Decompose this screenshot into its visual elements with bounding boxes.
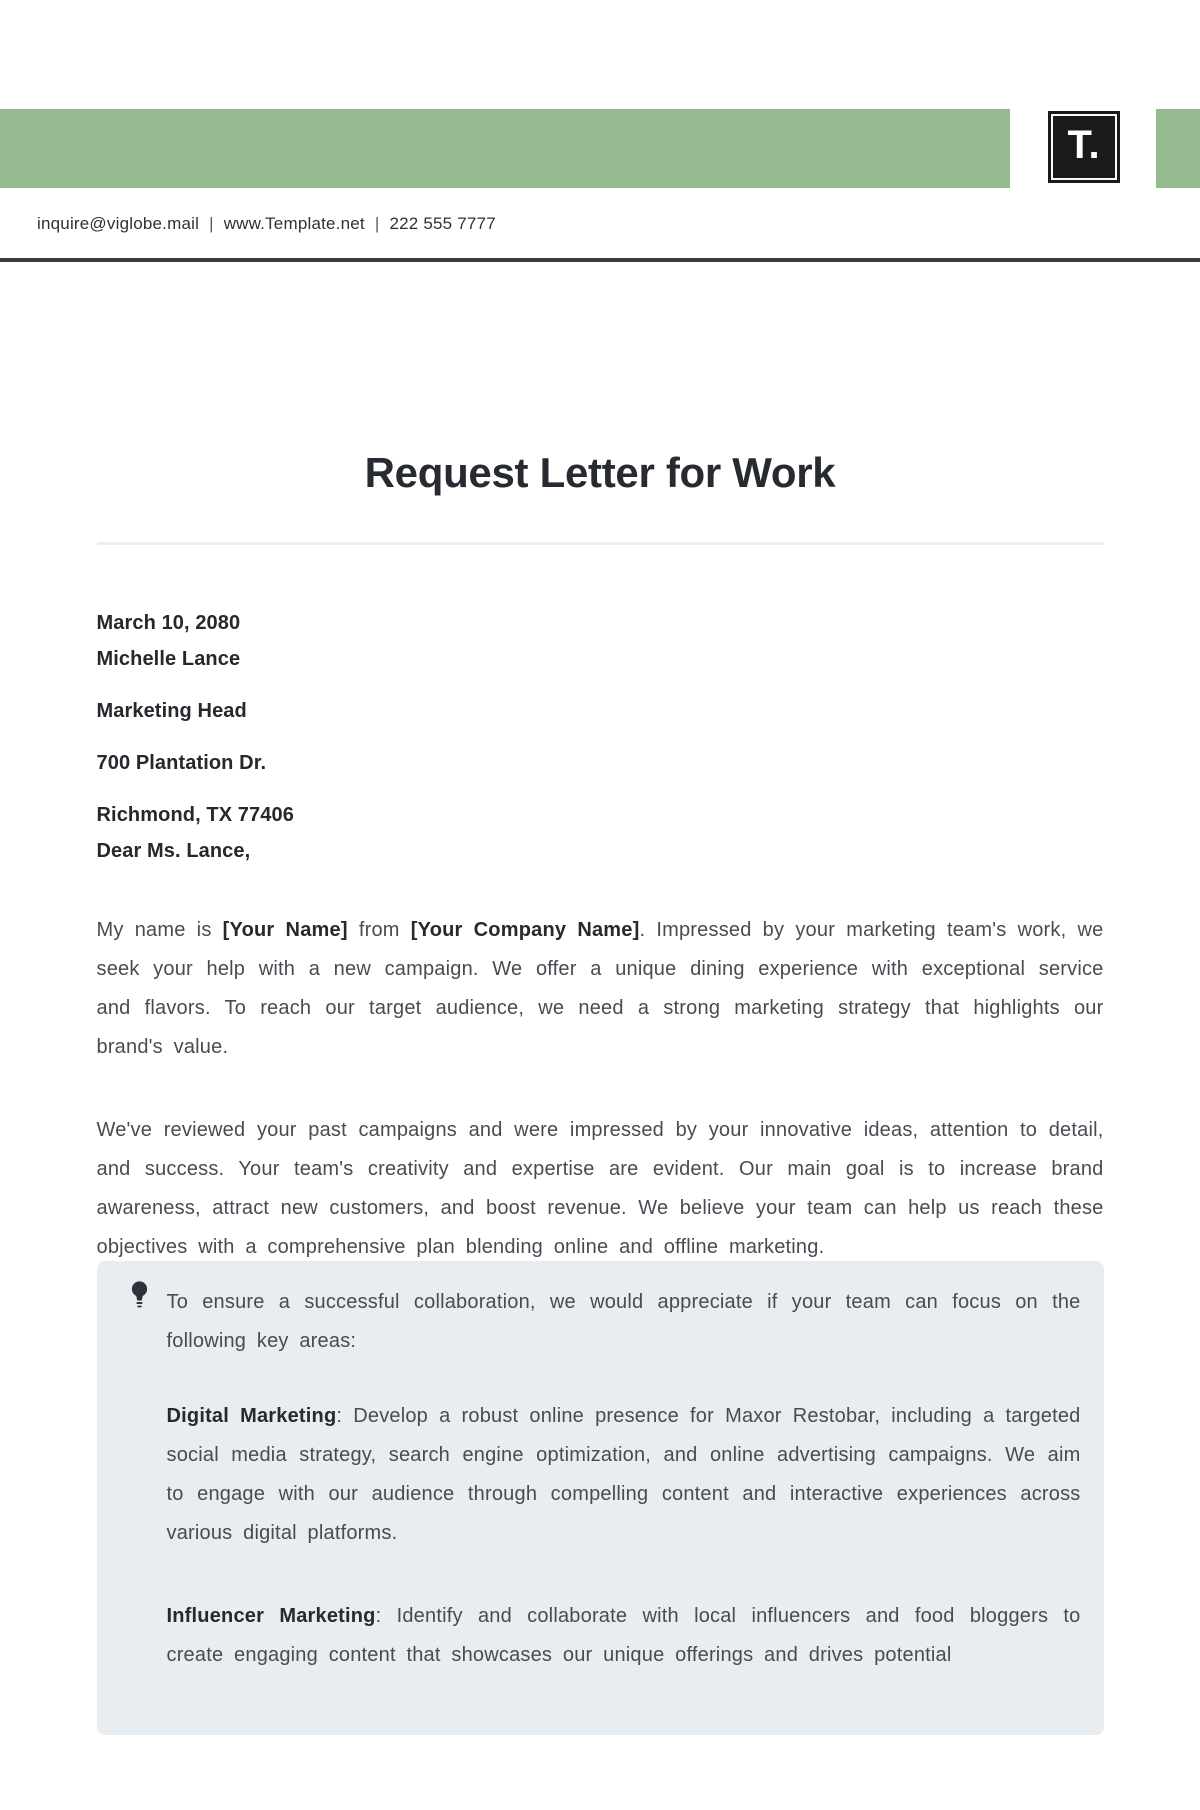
paragraph-introduction xyxy=(97,911,1104,1067)
your-name-placeholder: [Your Name] xyxy=(222,919,348,941)
recipient-name: Michelle Lance xyxy=(96,648,241,670)
contact-separator: | xyxy=(374,214,380,233)
callout-intro-text: To ensure a successful collaboration, we would appreciate if your team can focus on the following key areas: xyxy=(166,1291,1081,1352)
callout-intro xyxy=(167,1283,1081,1361)
your-company-placeholder: [Your Company Name] xyxy=(410,919,640,941)
address-line-2-and-salutation xyxy=(97,797,1104,869)
header-bar-left xyxy=(0,109,1010,188)
callout-item-label: Digital Marketing xyxy=(166,1405,337,1427)
header-bar xyxy=(0,109,1200,188)
header-bar-gap xyxy=(1010,109,1048,188)
header-bar-right xyxy=(1156,109,1200,188)
contact-separator: | xyxy=(209,214,214,233)
header-divider xyxy=(0,258,1200,262)
contact-email: inquire@viglobe.mail xyxy=(37,214,200,233)
contact-line xyxy=(37,214,1200,234)
para1-lead: My name is xyxy=(96,919,223,941)
header-bar-gap xyxy=(1120,109,1156,188)
recipient-title: Marketing Head xyxy=(96,700,247,722)
callout-item-influencer-marketing xyxy=(167,1597,1081,1675)
letter-date: March 10, 2080 xyxy=(96,612,241,634)
brand-logo-text: T. xyxy=(1067,123,1101,167)
address-line-2: Richmond, TX 77406 xyxy=(96,804,294,826)
callout-item-label: Influencer Marketing xyxy=(166,1605,376,1627)
date-and-recipient-name xyxy=(97,605,1104,677)
title-divider xyxy=(97,542,1104,545)
para1-rest: . Impressed by your marketing team's work, we seek your help with a new campaign. We offer a unique dining experience with exceptional service and flavors. To reach our target audience, we need a strong marketing strategy that highlights our brand's value. xyxy=(96,919,1104,1058)
callout-item-digital-marketing xyxy=(167,1397,1081,1553)
para1-mid: from xyxy=(347,919,411,941)
contact-website: www.Template.net xyxy=(223,214,365,233)
lightbulb-icon xyxy=(131,1281,148,1309)
callout-item-text: : Identify and collaborate with local influencers and food bloggers to create engaging content that showcases our unique offerings and drives potential xyxy=(166,1605,1081,1666)
brand-logo xyxy=(1048,111,1120,183)
paragraph-review: We've reviewed your past campaigns and were impressed by your innovative ideas, attention to detail, and success. Your team's creativity and expertise are evident. Our main goal is to increase brand awareness, attract new customers, and boost revenue. We believe your team can help us reach these objectives with a comprehensive plan blending online and offline marketing. xyxy=(96,1119,1104,1258)
key-areas-callout xyxy=(97,1261,1104,1735)
letter-document xyxy=(97,448,1104,1735)
page-title: Request Letter for Work xyxy=(364,449,836,496)
contact-phone: 222 555 7777 xyxy=(389,214,496,233)
recipient-block xyxy=(97,605,1104,869)
salutation: Dear Ms. Lance, xyxy=(96,840,251,862)
letterhead xyxy=(0,109,1200,262)
brand-logo-frame xyxy=(1051,114,1117,180)
callout-item-text: : Develop a robust online presence for Maxor Restobar, including a targeted social media strategy, search engine optimization, and online advertising campaigns. We aim to engage with our audience through compelling content and interactive experiences across various digital platforms. xyxy=(166,1405,1081,1544)
address-line-1: 700 Plantation Dr. xyxy=(96,752,267,774)
